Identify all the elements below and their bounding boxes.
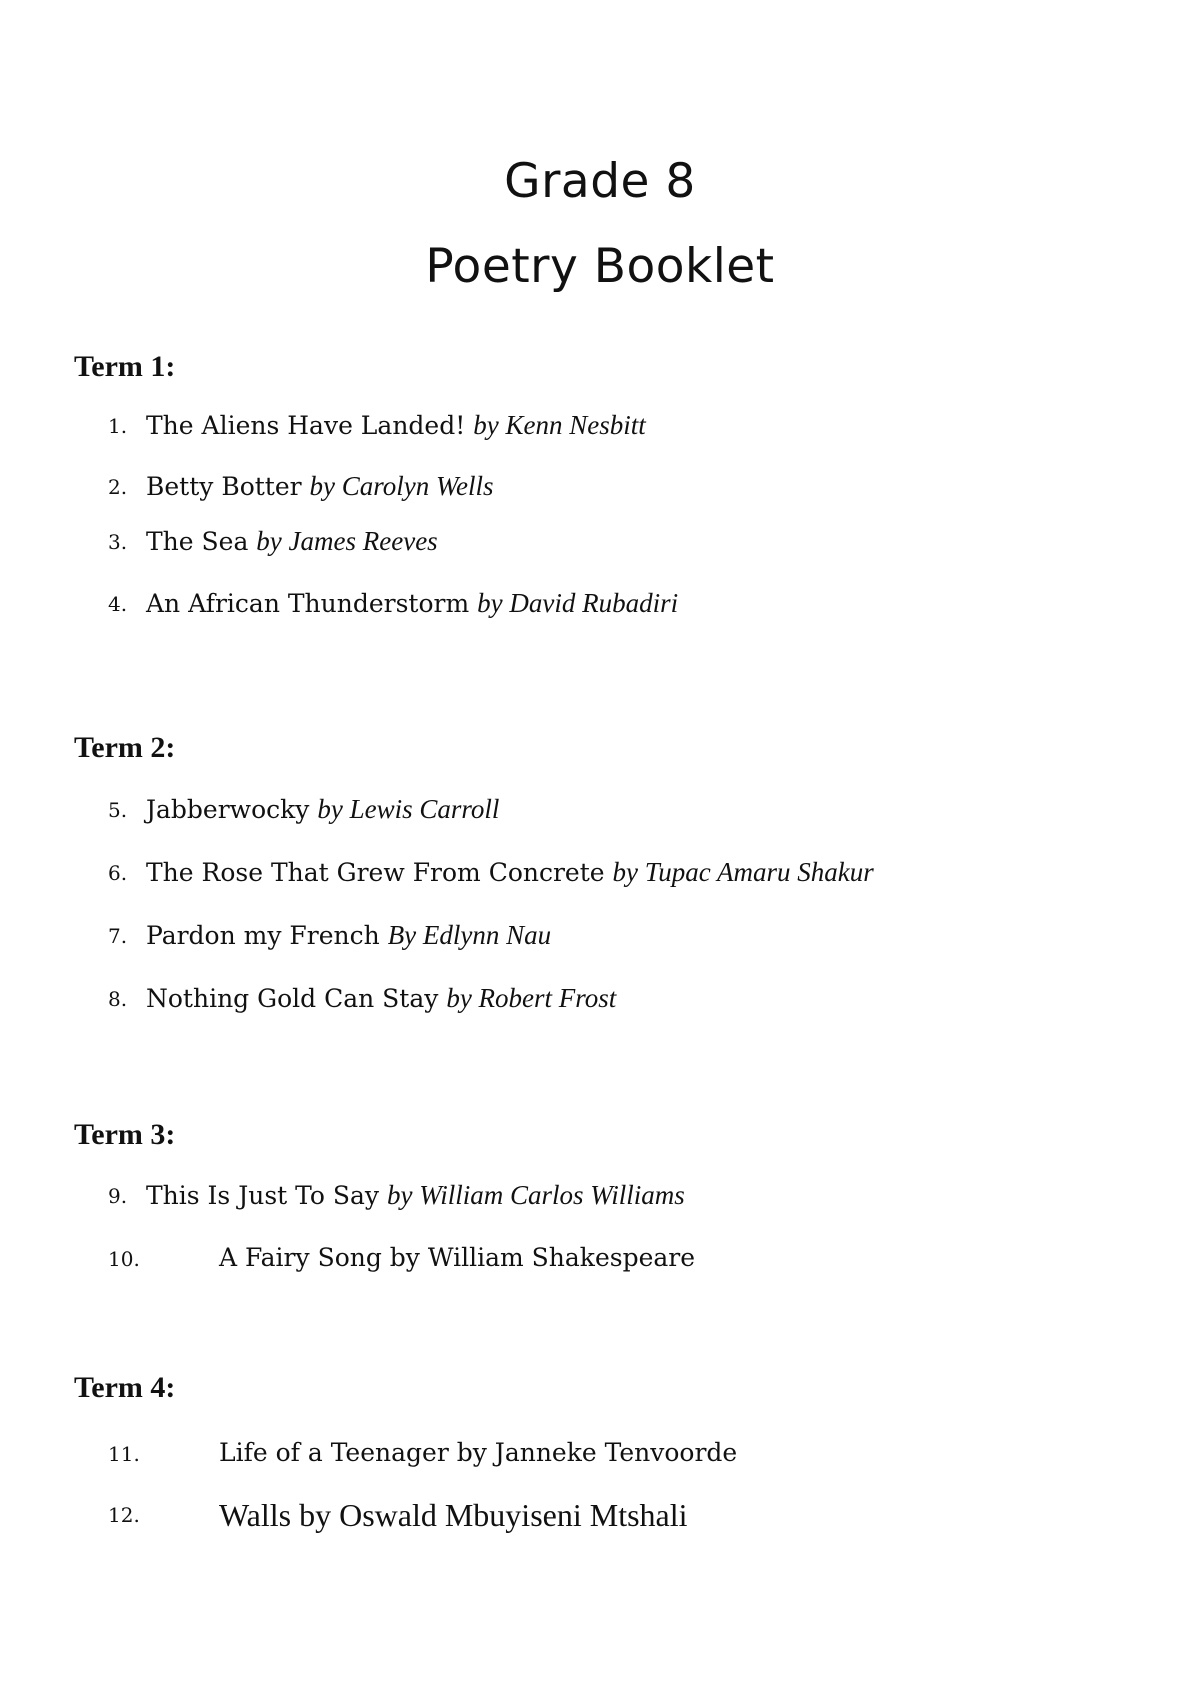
poem-number: 11. — [108, 1442, 140, 1466]
term-heading: Term 3: — [74, 1118, 176, 1151]
poem-item — [74, 1245, 1134, 1273]
title-grade: Grade 8 — [504, 154, 696, 209]
poem-number: 12. — [108, 1503, 140, 1527]
poem-title: A Fairy Song by William Shakespeare — [219, 1243, 696, 1272]
poem-number: 5. — [108, 798, 128, 822]
poem-title: An African Thunderstorm — [146, 589, 470, 618]
poem-list — [74, 796, 1134, 1013]
poem-title: Jabberwocky — [146, 795, 310, 824]
poem-item — [74, 859, 1134, 887]
poem-number: 4. — [108, 592, 128, 616]
poem-title: This Is Just To Say — [146, 1181, 380, 1210]
poem-author: By Edlynn Nau — [387, 920, 552, 950]
poem-title: Life of a Teenager by Janneke Tenvoorde — [219, 1438, 738, 1467]
poem-author: by Robert Frost — [446, 983, 617, 1013]
poem-item — [74, 412, 1134, 440]
poem-author: by Carolyn Wells — [309, 471, 494, 501]
poem-number: 2. — [108, 475, 128, 499]
title-booklet: Poetry Booklet — [425, 239, 775, 294]
poem-list — [74, 1182, 1134, 1273]
term-2-section — [74, 733, 1134, 1013]
poem-title: The Rose That Grew From Concrete — [146, 858, 605, 887]
term-1-section — [74, 352, 1134, 618]
poem-author: by James Reeves — [256, 526, 438, 556]
poem-number: 1. — [108, 414, 128, 438]
poem-title: Pardon my French — [146, 921, 380, 950]
poem-item — [74, 796, 1134, 824]
poem-number: 8. — [108, 987, 128, 1011]
poem-author: by David Rubadiri — [477, 588, 679, 618]
term-heading: Term 1: — [74, 350, 176, 383]
poem-item — [74, 590, 1134, 618]
poem-number: 7. — [108, 924, 128, 948]
poem-number: 6. — [108, 861, 128, 885]
term-3-section — [74, 1120, 1134, 1273]
poem-title: The Sea — [146, 527, 249, 556]
poem-item — [74, 1182, 1134, 1210]
poem-number: 3. — [108, 530, 128, 554]
poem-author: by William Carlos Williams — [387, 1180, 685, 1210]
poem-list — [74, 412, 1134, 618]
poem-number: 9. — [108, 1184, 128, 1208]
poem-item — [74, 528, 1134, 556]
term-heading: Term 2: — [74, 731, 176, 764]
poem-author: by Lewis Carroll — [317, 794, 500, 824]
poem-item — [74, 985, 1134, 1013]
poem-title: Walls by Oswald Mbuyiseni Mtshali — [219, 1497, 688, 1533]
poem-list — [74, 1438, 1134, 1533]
poem-title: The Aliens Have Landed! — [146, 411, 466, 440]
term-heading: Term 4: — [74, 1371, 176, 1404]
term-4-section — [74, 1371, 1134, 1533]
poem-number: 10. — [108, 1247, 140, 1271]
document-title — [0, 154, 1200, 294]
poem-item — [74, 1497, 1134, 1533]
poem-item — [74, 473, 1134, 501]
poem-item — [74, 1440, 1134, 1468]
poem-author: by Tupac Amaru Shakur — [612, 857, 874, 887]
poem-item — [74, 922, 1134, 950]
poem-title: Nothing Gold Can Stay — [146, 984, 439, 1013]
poem-title: Betty Botter — [146, 472, 302, 501]
poem-author: by Kenn Nesbitt — [473, 410, 646, 440]
